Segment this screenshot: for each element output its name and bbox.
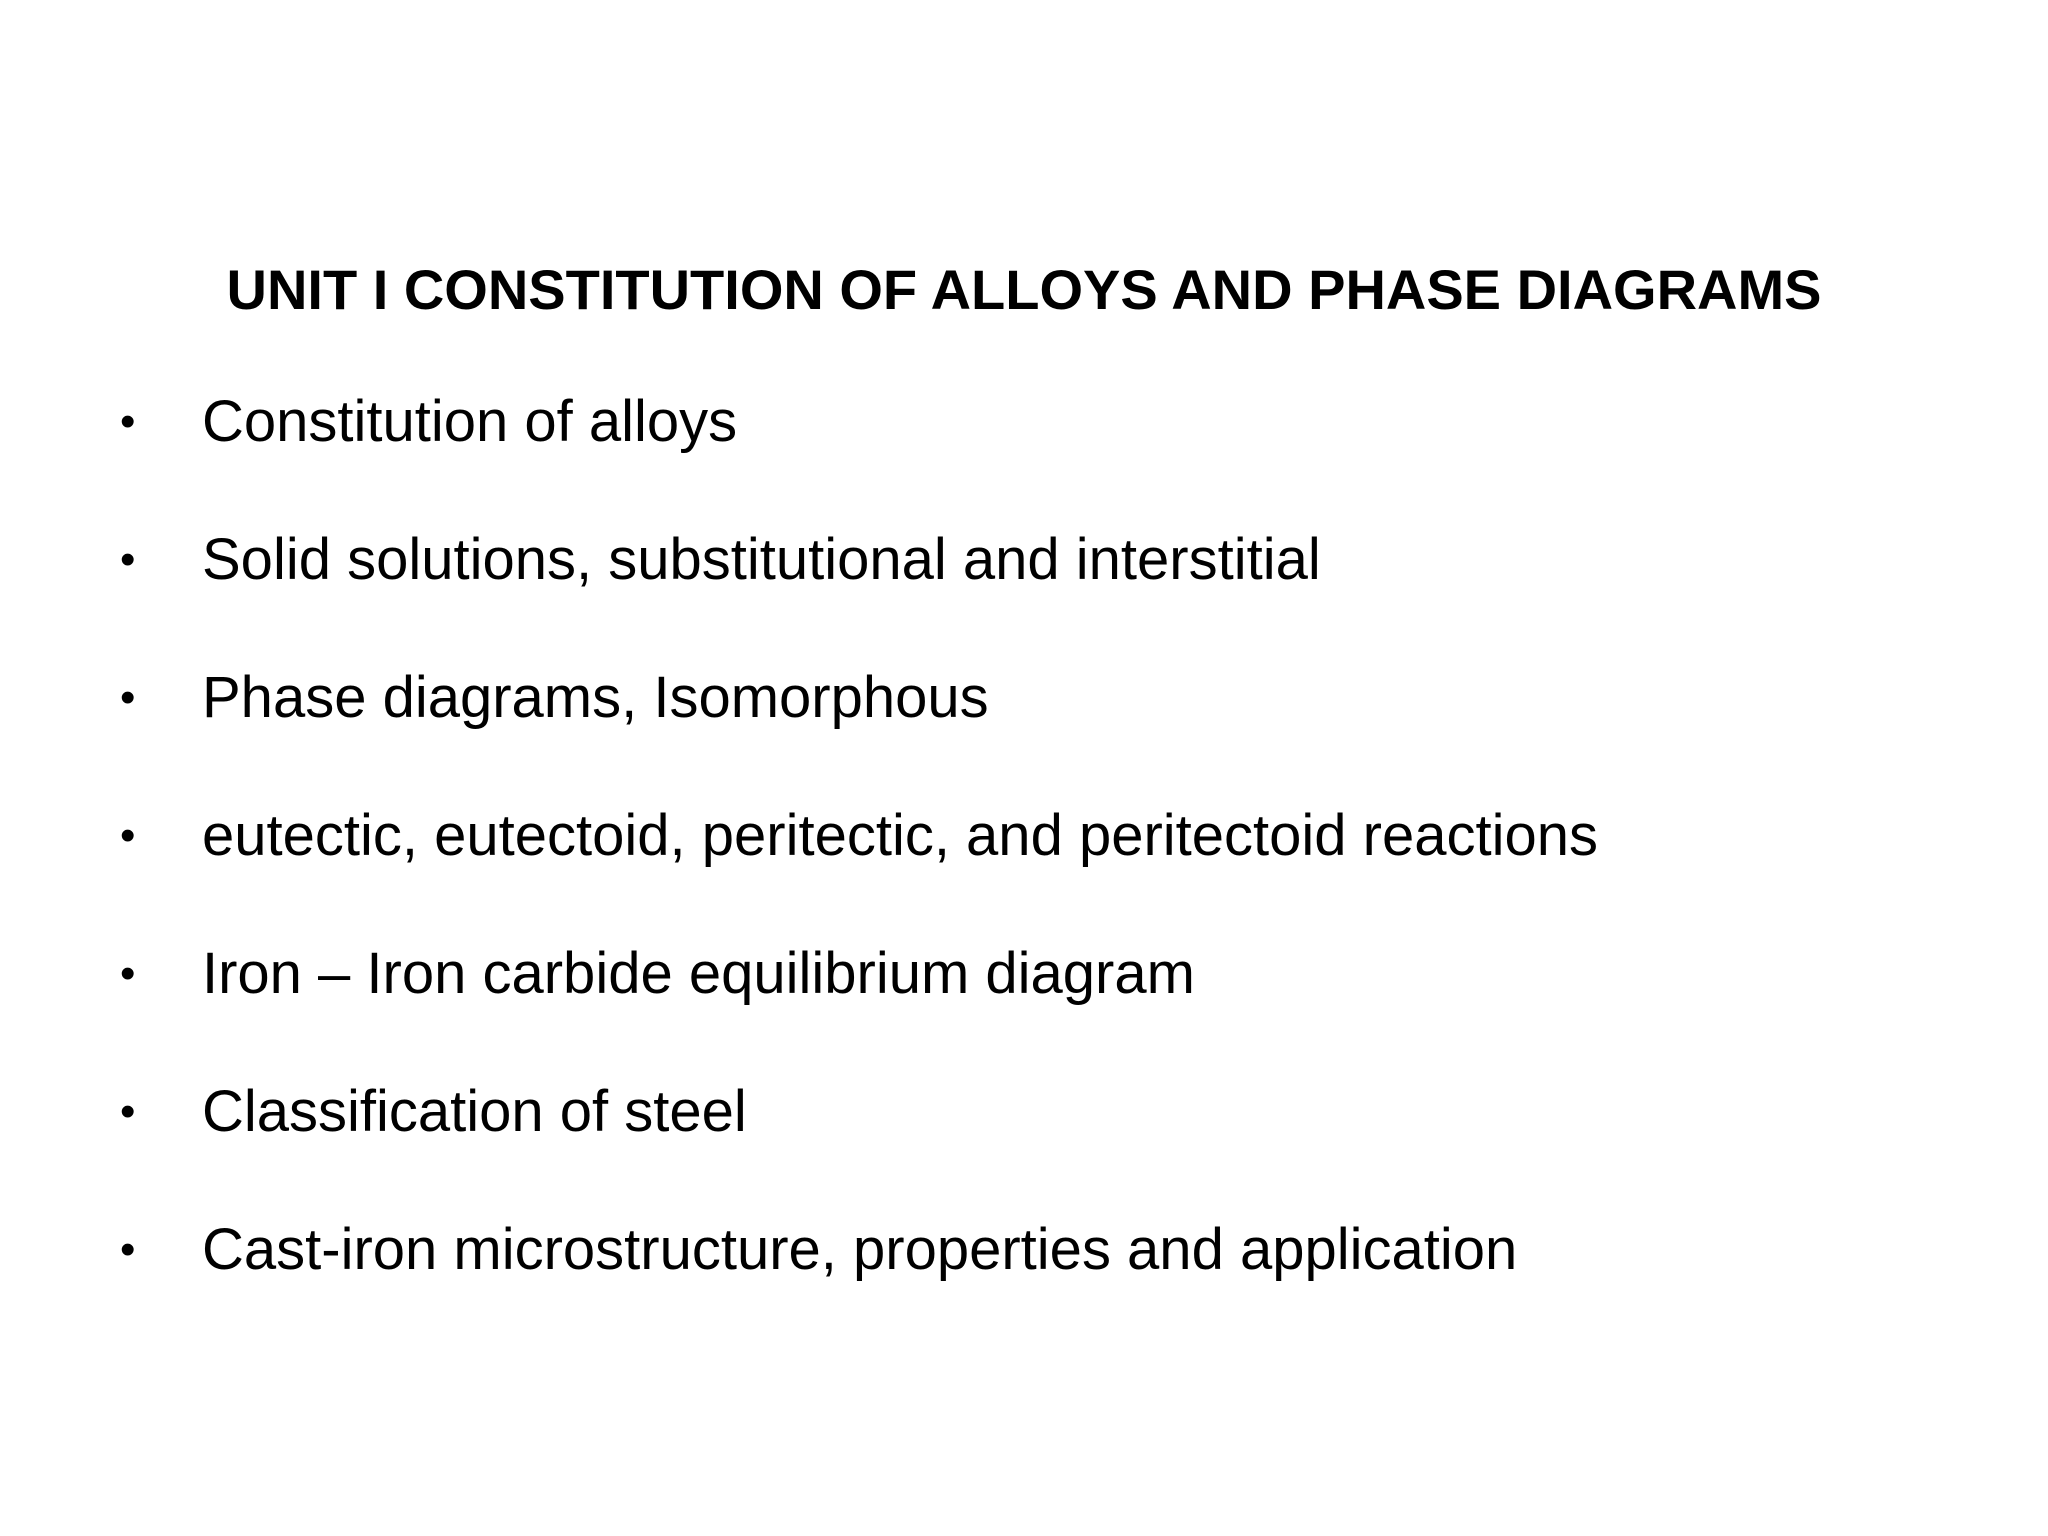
list-item [120,1214,1980,1352]
bullet-text: Iron – Iron carbide equilibrium diagram [202,941,1195,1006]
bullet-icon: • [120,949,136,998]
list-item [120,386,1980,524]
list-item [120,662,1980,800]
bullet-icon: • [120,1087,136,1136]
bullet-icon: • [120,673,136,722]
bullet-icon: • [120,535,136,584]
list-item [120,524,1980,662]
bullet-list [120,386,1980,1352]
list-item [120,1076,1980,1214]
bullet-text: Solid solutions, substitutional and interstitial [202,527,1321,592]
bullet-icon: • [120,1225,136,1274]
slide-title: UNIT I CONSTITUTION OF ALLOYS AND PHASE DIAGRAMS [226,258,1822,321]
bullet-text: eutectic, eutectoid, peritectic, and peritectoid reactions [202,803,1598,868]
bullet-text: Cast-iron microstructure, properties and application [202,1217,1518,1282]
bullet-text: Constitution of alloys [202,389,738,454]
bullet-icon: • [120,811,136,860]
bullet-icon: • [120,397,136,446]
list-item [120,800,1980,938]
bullet-text: Classification of steel [202,1079,747,1144]
bullet-text: Phase diagrams, Isomorphous [202,665,989,730]
list-item [120,938,1980,1076]
